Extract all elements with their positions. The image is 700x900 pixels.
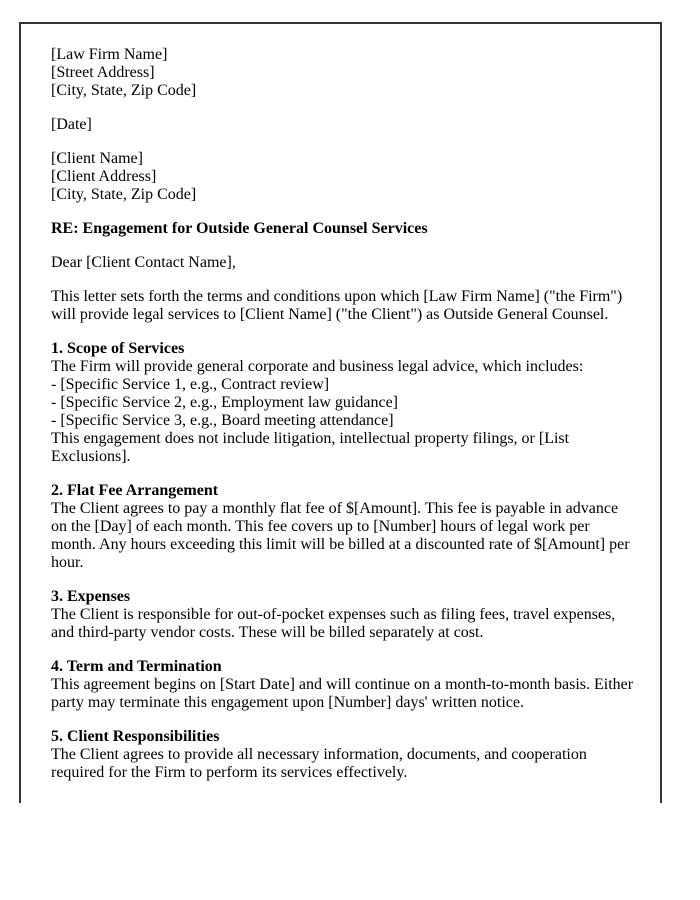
paragraph xyxy=(51,728,636,782)
paragraph-line: [City, State, Zip Code] xyxy=(51,82,197,99)
paragraph xyxy=(51,588,636,642)
paragraph-line: This engagement does not include litigation, intellectual property filings, or [List Exclusions]. xyxy=(51,430,570,465)
paragraph xyxy=(51,658,636,712)
section-heading: 5. Client Responsibilities xyxy=(51,728,220,745)
paragraph-line: Dear [Client Contact Name], xyxy=(51,254,236,271)
paragraph-line: [Law Firm Name] xyxy=(51,46,168,63)
paragraph-line: - [Specific Service 3, e.g., Board meeting attendance] xyxy=(51,412,394,429)
paragraph xyxy=(51,116,636,134)
section-heading: RE: Engagement for Outside General Counsel Services xyxy=(51,220,428,237)
paragraph-line: This agreement begins on [Start Date] and will continue on a month-to-month basis. Either party may terminate this engagement upon [Number] days' written notice. xyxy=(51,676,634,711)
section-heading: 1. Scope of Services xyxy=(51,340,185,357)
paragraph xyxy=(51,254,636,272)
paragraph-line: [Street Address] xyxy=(51,64,155,81)
paragraph-line: - [Specific Service 2, e.g., Employment law guidance] xyxy=(51,394,398,411)
paragraph xyxy=(51,150,636,204)
section-heading: 2. Flat Fee Arrangement xyxy=(51,482,219,499)
section-heading: 4. Term and Termination xyxy=(51,658,222,675)
paragraph xyxy=(51,482,636,572)
letter-document xyxy=(19,22,662,803)
paragraph-line: [Client Name] xyxy=(51,150,143,167)
paragraph-line: The Client agrees to pay a monthly flat fee of $[Amount]. This fee is payable in advance on the [Day] of each month. This fee covers up to [Number] hours of legal work per month. Any hours exceeding this limit will be billed at a discounted rate of $[Amount] per hour. xyxy=(51,500,630,571)
section-heading: 3. Expenses xyxy=(51,588,131,605)
paragraph-line: The Client agrees to provide all necessary information, documents, and cooperation required for the Firm to perform its services effectively. xyxy=(51,746,587,781)
paragraph-line: This letter sets forth the terms and conditions upon which [Law Firm Name] ("the Firm") will provide legal services to [Client Name] ("the Client") as Outside General Counsel. xyxy=(51,288,623,323)
paragraph xyxy=(51,46,636,100)
paragraph xyxy=(51,340,636,466)
paragraph-line: The Firm will provide general corporate and business legal advice, which includes: xyxy=(51,358,584,375)
paragraph xyxy=(51,220,636,238)
paragraph-line: [City, State, Zip Code] xyxy=(51,186,197,203)
paragraph xyxy=(51,288,636,324)
paragraph-line: - [Specific Service 1, e.g., Contract review] xyxy=(51,376,330,393)
paragraph-line: [Date] xyxy=(51,116,92,133)
paragraph-line: [Client Address] xyxy=(51,168,157,185)
paragraph-line: The Client is responsible for out-of-pocket expenses such as filing fees, travel expenses, and third-party vendor costs. These will be billed separately at cost. xyxy=(51,606,616,641)
